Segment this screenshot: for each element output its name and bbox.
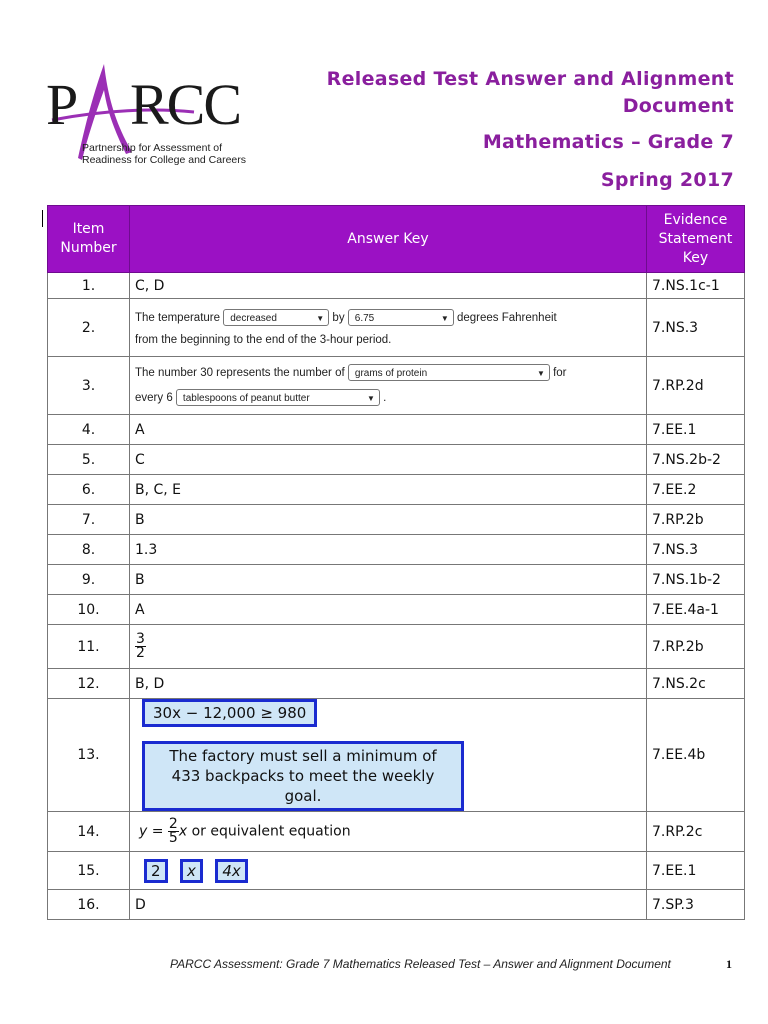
evidence-cell: 7.EE.4b <box>647 699 745 812</box>
item-number: 5. <box>48 445 130 475</box>
table-row <box>48 357 745 415</box>
answer-sentence <box>135 386 641 411</box>
answer-text: degrees Fahrenheit <box>456 312 557 324</box>
dropdown-value: decreased <box>230 313 277 325</box>
evidence-cell: 7.NS.1c-1 <box>647 273 745 299</box>
header-evidence <box>647 206 745 273</box>
fraction-denominator: 2 <box>136 645 145 661</box>
table-header-row <box>48 206 745 273</box>
page-footer: PARCC Assessment: Grade 7 Mathematics Released Test – Answer and Alignment Document <box>170 957 671 971</box>
table-row <box>48 445 745 475</box>
answer-text: every 6 <box>135 391 173 404</box>
tagline-line-1: Partnership for Assessment of <box>82 142 223 154</box>
fraction <box>168 818 179 845</box>
table-row <box>48 699 745 812</box>
conclusion-box: The factory must sell a minimum of 433 backpacks to meet the weekly goal. <box>142 741 464 811</box>
text-cursor <box>42 210 43 227</box>
item-number: 9. <box>48 565 130 595</box>
title-line-2: Document <box>622 95 734 117</box>
evidence-cell: 7.NS.1b-2 <box>647 565 745 595</box>
answer-key-table <box>47 205 745 920</box>
table-row <box>48 625 745 669</box>
fraction-numerator: 2 <box>168 816 178 832</box>
header-text: Item <box>72 221 105 237</box>
serving-dropdown[interactable] <box>176 389 380 406</box>
dropdown-value: grams of protein <box>354 367 428 379</box>
table-row <box>48 475 745 505</box>
item-number: 12. <box>48 669 130 699</box>
answer-cell: C, D <box>130 273 647 299</box>
evidence-cell: 7.NS.2b-2 <box>647 445 745 475</box>
answer-cell <box>130 625 647 669</box>
table-row <box>48 535 745 565</box>
answer-tile: 4x <box>215 859 247 883</box>
item-number: 16. <box>48 890 130 920</box>
answer-text: or equivalent equation <box>191 823 351 840</box>
evidence-cell: 7.RP.2c <box>647 812 745 852</box>
document-title <box>294 66 734 120</box>
item-number: 2. <box>48 299 130 357</box>
item-number: 3. <box>48 357 130 415</box>
item-number: 15. <box>48 852 130 890</box>
answer-cell: C <box>130 445 647 475</box>
dropdown-arrow-icon: ▼ <box>536 368 545 378</box>
answer-tile: x <box>180 859 203 883</box>
table-row <box>48 812 745 852</box>
item-number: 14. <box>48 812 130 852</box>
item-number: 11. <box>48 625 130 669</box>
item-number: 10. <box>48 595 130 625</box>
table-row <box>48 415 745 445</box>
svg-text:RCC: RCC <box>130 72 241 137</box>
item-number: 7. <box>48 505 130 535</box>
evidence-cell: 7.NS.2c <box>647 669 745 699</box>
answer-cell <box>130 812 647 852</box>
evidence-cell: 7.RP.2b <box>647 505 745 535</box>
answer-tile: 2 <box>144 859 168 883</box>
equation-variable: x <box>178 823 188 840</box>
answer-text: The number 30 represents the number of <box>135 366 345 379</box>
answer-sentence <box>135 306 641 331</box>
item-number: 8. <box>48 535 130 565</box>
evidence-cell: 7.NS.3 <box>647 535 745 565</box>
dropdown-value: tablespoons of peanut butter <box>182 392 310 404</box>
header-text: Number <box>60 240 117 256</box>
answer-text: The temperature <box>135 312 221 324</box>
fraction <box>135 633 146 660</box>
page-number: 1 <box>726 957 732 971</box>
evidence-cell: 7.RP.2b <box>647 625 745 669</box>
table-row <box>48 273 745 299</box>
answer-cell: 1.3 <box>130 535 647 565</box>
answer-cell: B, D <box>130 669 647 699</box>
fraction-denominator: 5 <box>168 830 178 846</box>
term-heading: Spring 2017 <box>600 169 734 191</box>
header-answer-key: Answer Key <box>130 206 647 273</box>
equation-lhs: y = <box>139 823 164 840</box>
header-text: Evidence <box>663 211 728 228</box>
subject-heading: Mathematics – Grade 7 <box>482 131 734 153</box>
evidence-cell: 7.RP.2d <box>647 357 745 415</box>
evidence-cell: 7.EE.4a-1 <box>647 595 745 625</box>
answer-sentence <box>135 361 641 386</box>
item-number: 13. <box>48 699 130 812</box>
protein-dropdown[interactable] <box>348 364 550 381</box>
temperature-direction-dropdown[interactable] <box>223 309 329 326</box>
temperature-amount-dropdown[interactable] <box>348 309 454 326</box>
table-row <box>48 595 745 625</box>
table-row <box>48 505 745 535</box>
table-row <box>48 852 745 890</box>
answer-cell <box>130 699 647 812</box>
evidence-cell: 7.EE.1 <box>647 415 745 445</box>
header-text: Key <box>682 249 709 266</box>
answer-text: for <box>553 366 567 379</box>
svg-text:P: P <box>46 72 77 137</box>
evidence-cell: 7.NS.3 <box>647 299 745 357</box>
table-row <box>48 565 745 595</box>
logo-tagline <box>82 142 246 166</box>
answer-cell: B <box>130 565 647 595</box>
inequality-box: 30x − 12,000 ≥ 980 <box>142 699 317 727</box>
item-number: 1. <box>48 273 130 299</box>
dropdown-arrow-icon: ▼ <box>440 314 449 324</box>
evidence-cell: 7.EE.1 <box>647 852 745 890</box>
answer-cell: B, C, E <box>130 475 647 505</box>
answer-text: from the beginning to the end of the 3-hour period. <box>135 334 392 346</box>
header-item-number <box>48 206 130 273</box>
fraction-numerator: 3 <box>136 631 145 647</box>
answer-cell <box>130 299 647 357</box>
answer-cell <box>130 852 647 890</box>
table-row <box>48 669 745 699</box>
table-row <box>48 890 745 920</box>
header-text: Statement <box>658 230 733 247</box>
evidence-cell: 7.SP.3 <box>647 890 745 920</box>
answer-cell: D <box>130 890 647 920</box>
tagline-line-2: Readiness for College and Careers <box>82 154 247 166</box>
dropdown-value: 6.75 <box>354 313 375 325</box>
dropdown-arrow-icon: ▼ <box>316 314 325 324</box>
answer-cell: B <box>130 505 647 535</box>
item-number: 4. <box>48 415 130 445</box>
title-line-1: Released Test Answer and Alignment <box>326 68 734 90</box>
table-row <box>48 299 745 357</box>
dropdown-arrow-icon: ▼ <box>367 393 375 403</box>
answer-cell: A <box>130 595 647 625</box>
evidence-cell: 7.EE.2 <box>647 475 745 505</box>
answer-cell <box>130 357 647 415</box>
item-number: 6. <box>48 475 130 505</box>
answer-text: . <box>383 391 387 404</box>
answer-cell: A <box>130 415 647 445</box>
answer-text: by <box>332 312 345 324</box>
